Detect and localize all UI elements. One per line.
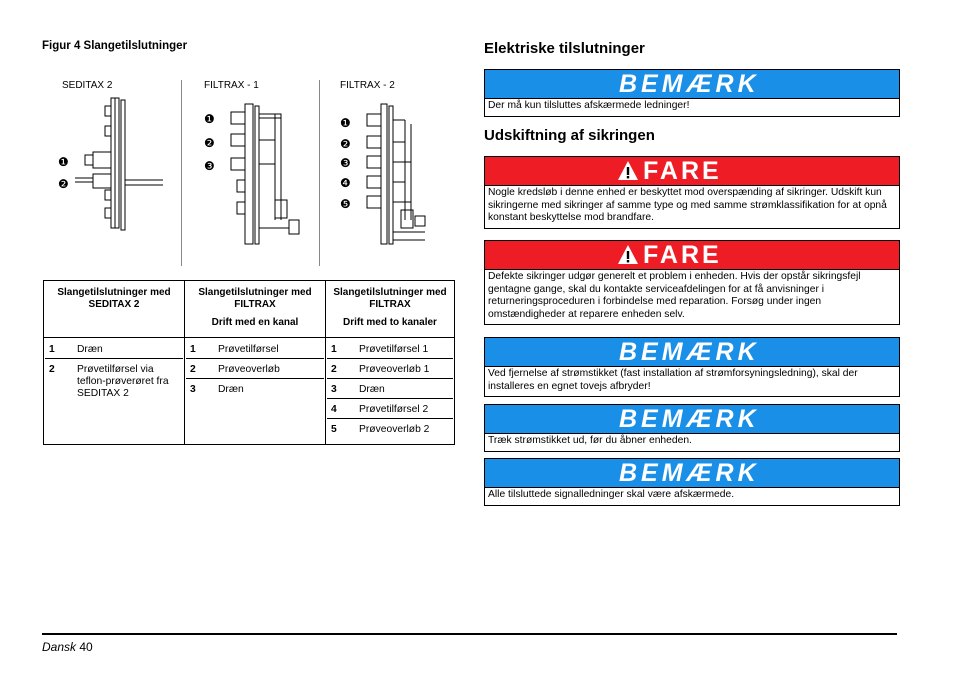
- table-row: 3 Dræn: [186, 378, 324, 400]
- table-col-filtrax-single: [185, 338, 326, 445]
- table-row: 2 Prøveoverløb: [186, 358, 324, 378]
- callout-seditax-2: ❷: [58, 177, 69, 191]
- notice-fare-2: [484, 240, 900, 325]
- table-row: 1 Prøvetilførsel: [190, 344, 279, 355]
- warning-triangle-icon: [617, 244, 639, 266]
- notice-title: BEMÆRK: [619, 70, 760, 98]
- callout-filtrax2-2: ❷: [340, 137, 351, 151]
- notice-text: Nogle kredsløb i denne enhed er beskyttet mod overspænding af sikringer. Udskift kun sikringerne med sikringer af samme type og med samme strømklassifikation for at opnå konstant beskyttelse mod brandfare.: [488, 187, 887, 223]
- notice-fare-1: [484, 156, 900, 229]
- notice-bemaerk-1: [484, 69, 900, 117]
- callout-seditax-1: ❶: [58, 155, 69, 169]
- callout-filtrax2-1: ❶: [340, 116, 351, 130]
- callout-filtrax2-4: ❹: [340, 176, 351, 190]
- notice-bemaerk-3: [484, 404, 900, 452]
- notice-title: BEMÆRK: [619, 405, 760, 433]
- table-row: 2 Prøveoverløb 1: [327, 358, 453, 378]
- table-row: 1 Dræn: [49, 344, 103, 355]
- heading-fuse-replacement: Udskiftning af sikringen: [484, 127, 655, 144]
- notice-title: BEMÆRK: [619, 459, 760, 487]
- callout-filtrax2-3: ❸: [340, 156, 351, 170]
- footer-language: Dansk: [42, 640, 77, 654]
- table-col-seditax: [44, 338, 185, 445]
- figure-label-filtrax1: FILTRAX - 1: [204, 80, 259, 91]
- notice-title: BEMÆRK: [619, 338, 760, 366]
- figure-caption: Figur 4 Slangetilslutninger: [42, 40, 188, 52]
- notice-bemaerk-2: [484, 337, 900, 397]
- notice-text: Defekte sikringer udgør generelt et problem i enheden. Hvis der opstår sikringsfejl gentagne gange, skal du kontakte serviceafdelingen for at få anvisninger i returneringsproceduren i forbindelse med reparation. Forsøg under ingen omstændigheder at reparere enheden selv.: [488, 271, 861, 320]
- callout-filtrax1-2: ❷: [204, 136, 215, 150]
- table-header-seditax: Slangetilslutninger med SEDITAX 2: [44, 281, 185, 338]
- figure-label-seditax: SEDITAX 2: [62, 80, 113, 91]
- callout-filtrax1-3: ❸: [204, 159, 215, 173]
- callout-filtrax2-5: ❺: [340, 197, 351, 211]
- connections-table: [43, 280, 455, 445]
- table-col-filtrax-dual: [326, 338, 455, 445]
- figure-divider: [319, 80, 320, 266]
- filtrax1-diagram: [215, 100, 315, 250]
- footer-page-number: 40: [79, 640, 93, 654]
- heading-electrical: Elektriske tilslutninger: [484, 40, 645, 57]
- callout-filtrax1-1: ❶: [204, 112, 215, 126]
- table-row: 5 Prøveoverløb 2: [327, 418, 453, 438]
- notice-text: Alle tilsluttede signalledninger skal være afskærmede.: [488, 489, 735, 500]
- filtrax2-diagram: [355, 100, 450, 255]
- notice-title: FARE: [643, 241, 722, 269]
- notice-text: Ved fjernelse af strømstikket (fast installation af strømforsyningsledning), skal der installeres en egnet tovejs afbryder!: [488, 368, 858, 392]
- figure-divider: [181, 80, 182, 266]
- table-header-filtrax-dual: Slangetilslutninger med FILTRAX Drift med to kanaler: [326, 281, 455, 338]
- notice-bemaerk-4: [484, 458, 900, 506]
- table-row: 1 Prøvetilførsel 1: [331, 344, 429, 355]
- footer-rule: [42, 633, 897, 635]
- table-row: 2 Prøvetilførsel via teflon-prøverøret fra SEDITAX 2: [45, 358, 183, 404]
- warning-triangle-icon: [617, 160, 639, 182]
- table-row: 4 Prøvetilførsel 2: [327, 398, 453, 418]
- notice-text: Træk strømstikket ud, før du åbner enheden.: [488, 435, 692, 446]
- table-row: 3 Dræn: [327, 378, 453, 398]
- notice-text: Der må kun tilsluttes afskærmede ledninger!: [488, 100, 690, 111]
- page-footer: [42, 640, 93, 654]
- notice-title: FARE: [643, 157, 722, 185]
- table-header-filtrax-single: Slangetilslutninger med FILTRAX Drift med en kanal: [185, 281, 326, 338]
- seditax-diagram: [55, 92, 175, 242]
- figure-label-filtrax2: FILTRAX - 2: [340, 80, 395, 91]
